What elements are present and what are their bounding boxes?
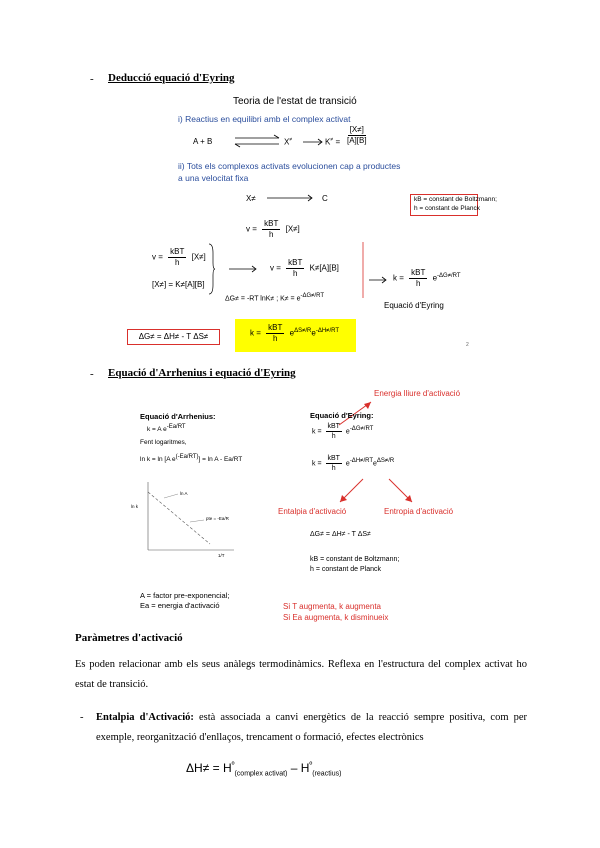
enthalpy-formula: $\Delta H\ne = H^º_{(complex activat)} - H^º_{(reactius)}$ xyxy=(186,760,342,778)
enthalpy-term: Entalpia d'Activació: xyxy=(96,712,194,723)
rate-eq-3: v = kBT h K≠[A][B] xyxy=(270,258,339,278)
equilibrium-arrow-icon xyxy=(233,134,281,148)
arrow-right-icon xyxy=(228,265,258,273)
params-heading: Paràmetres d'activació xyxy=(75,632,183,644)
arrhenius-title: Equació d'Arrhenius: xyxy=(140,412,216,421)
keq-fraction: $\frac{[X\ne]}{[A][B]}$ xyxy=(347,125,367,145)
enthalpy-text: està associada a canvi energètics de la reacció sempre positiva, com per exemple, reorganització d'enllaços, trencament o formació, efectes electrònics xyxy=(96,712,528,743)
eyring-kb-def: kB = constant de Boltzmann; xyxy=(310,556,400,563)
x-to-c-right: C xyxy=(322,194,328,203)
eyring-k-eq: k = kBT h $e^{-\Delta G\ne/RT}$ xyxy=(393,268,461,288)
energy-label: Energia lliure d'activació xyxy=(374,389,461,398)
x-to-c-left: X≠ xyxy=(246,194,256,203)
eyring-title: Equació d'Eyring: xyxy=(310,411,374,420)
plot-x-label: 1/T xyxy=(218,553,225,558)
rate-eq-2: v = kBT h [X≠] xyxy=(152,247,206,267)
activated-complex: X≠ xyxy=(284,137,293,147)
equilibrium-constant: K≠ = xyxy=(325,137,341,147)
ln-eq: ln k = ln [A $e^{(-Ea/RT)}] = \ln A - Ea/RT$ xyxy=(140,454,243,464)
boxed-gibbs-eq: ΔG≠ = ΔH≠ - T ΔS≠ xyxy=(127,329,220,345)
point-2-text-line1: ii) Tots els complexos activats evolucionen cap a productes xyxy=(178,161,401,171)
brace-icon xyxy=(208,243,216,295)
rate-eq-1: v = kBT h [X≠] xyxy=(246,219,300,239)
arrhenius-eq: k = A $e^{-Ea/RT}$ xyxy=(147,424,186,434)
enthalpy-item xyxy=(96,708,527,748)
section-heading-eyring-deduction: Deducció equació d'Eyring xyxy=(108,72,235,84)
box-boltzmann: kB = constant de Boltzmann; xyxy=(414,196,497,203)
arrow-down-right-icon xyxy=(386,476,416,506)
bullet: - xyxy=(90,73,94,85)
eyring-caption: Equació d'Eyring xyxy=(384,301,444,310)
plot-intercept-label: ln A xyxy=(180,491,188,496)
page-mark: 2 xyxy=(466,342,469,348)
plot-slope-label: pte = -Ea/R xyxy=(206,516,229,521)
eyring-gibbs-eq: ΔG≠ = ΔH≠ - T ΔS≠ xyxy=(310,531,371,538)
eyring-eq-1: k = kBT h $e^{-\Delta G\ne/RT}$ xyxy=(312,423,374,440)
note-activation-energy: Si Ea augmenta, k disminueix xyxy=(283,613,389,622)
log-text: Fent logaritmes, xyxy=(140,439,187,446)
arrow-down-left-icon xyxy=(336,476,366,506)
arrhenius-line xyxy=(148,492,210,544)
eyring-h-def: h = constant de Planck xyxy=(310,566,382,573)
eyring-eq-2: k = kBT h $e^{-\Delta H\ne/RT}e^{\Delta S\ne/R}$ xyxy=(312,455,395,472)
ln-a-pointer xyxy=(164,494,178,498)
red-divider-line xyxy=(359,242,367,298)
bullet: - xyxy=(80,712,84,723)
bullet: - xyxy=(90,368,94,380)
gibbs-relation: ΔG≠ = -RT lnK≠ ; $K\ne = e^{-\Delta G\ne/RT}$ xyxy=(225,293,324,303)
def-ea: Ea = energia d'activació xyxy=(140,601,220,610)
point-1-text: i) Reactius en equilibri amb el complex activat xyxy=(178,114,351,124)
arrow-right-icon xyxy=(302,138,324,146)
section-heading-arrhenius-eyring: Equació d'Arrhenius i equació d'Eyring xyxy=(108,367,296,379)
figure-title: Teoria de l'estat de transició xyxy=(233,96,357,107)
box-planck: h = constant de Planck xyxy=(414,205,480,212)
note-temperature: Si T augmenta, k augmenta xyxy=(283,602,381,611)
plot-y-label: ln k xyxy=(131,504,139,509)
complex-conc-eq: [X≠] = K≠[A][B] xyxy=(152,280,205,289)
def-a: A = factor pre-exponencial; xyxy=(140,591,230,600)
arrow-right-icon xyxy=(368,276,388,284)
entropy-label: Entropia d'activació xyxy=(384,507,454,516)
point-2-text-line2: a una velocitat fixa xyxy=(178,173,249,183)
enthalpy-label: Entalpia d'activació xyxy=(278,507,347,516)
params-paragraph: Es poden relacionar amb els seus anàlegs termodinàmics. Reflexa en l'estructura del complex activat ho estat de transició. xyxy=(75,659,527,690)
arrow-right-icon xyxy=(266,194,314,202)
slope-pointer xyxy=(190,520,204,522)
highlighted-eyring-eq: k = kBT h $e^{\Delta S\ne/R}e^{-\Delta H\ne/RT}$ xyxy=(250,323,340,343)
reaction-reactants: A + B xyxy=(193,137,213,146)
